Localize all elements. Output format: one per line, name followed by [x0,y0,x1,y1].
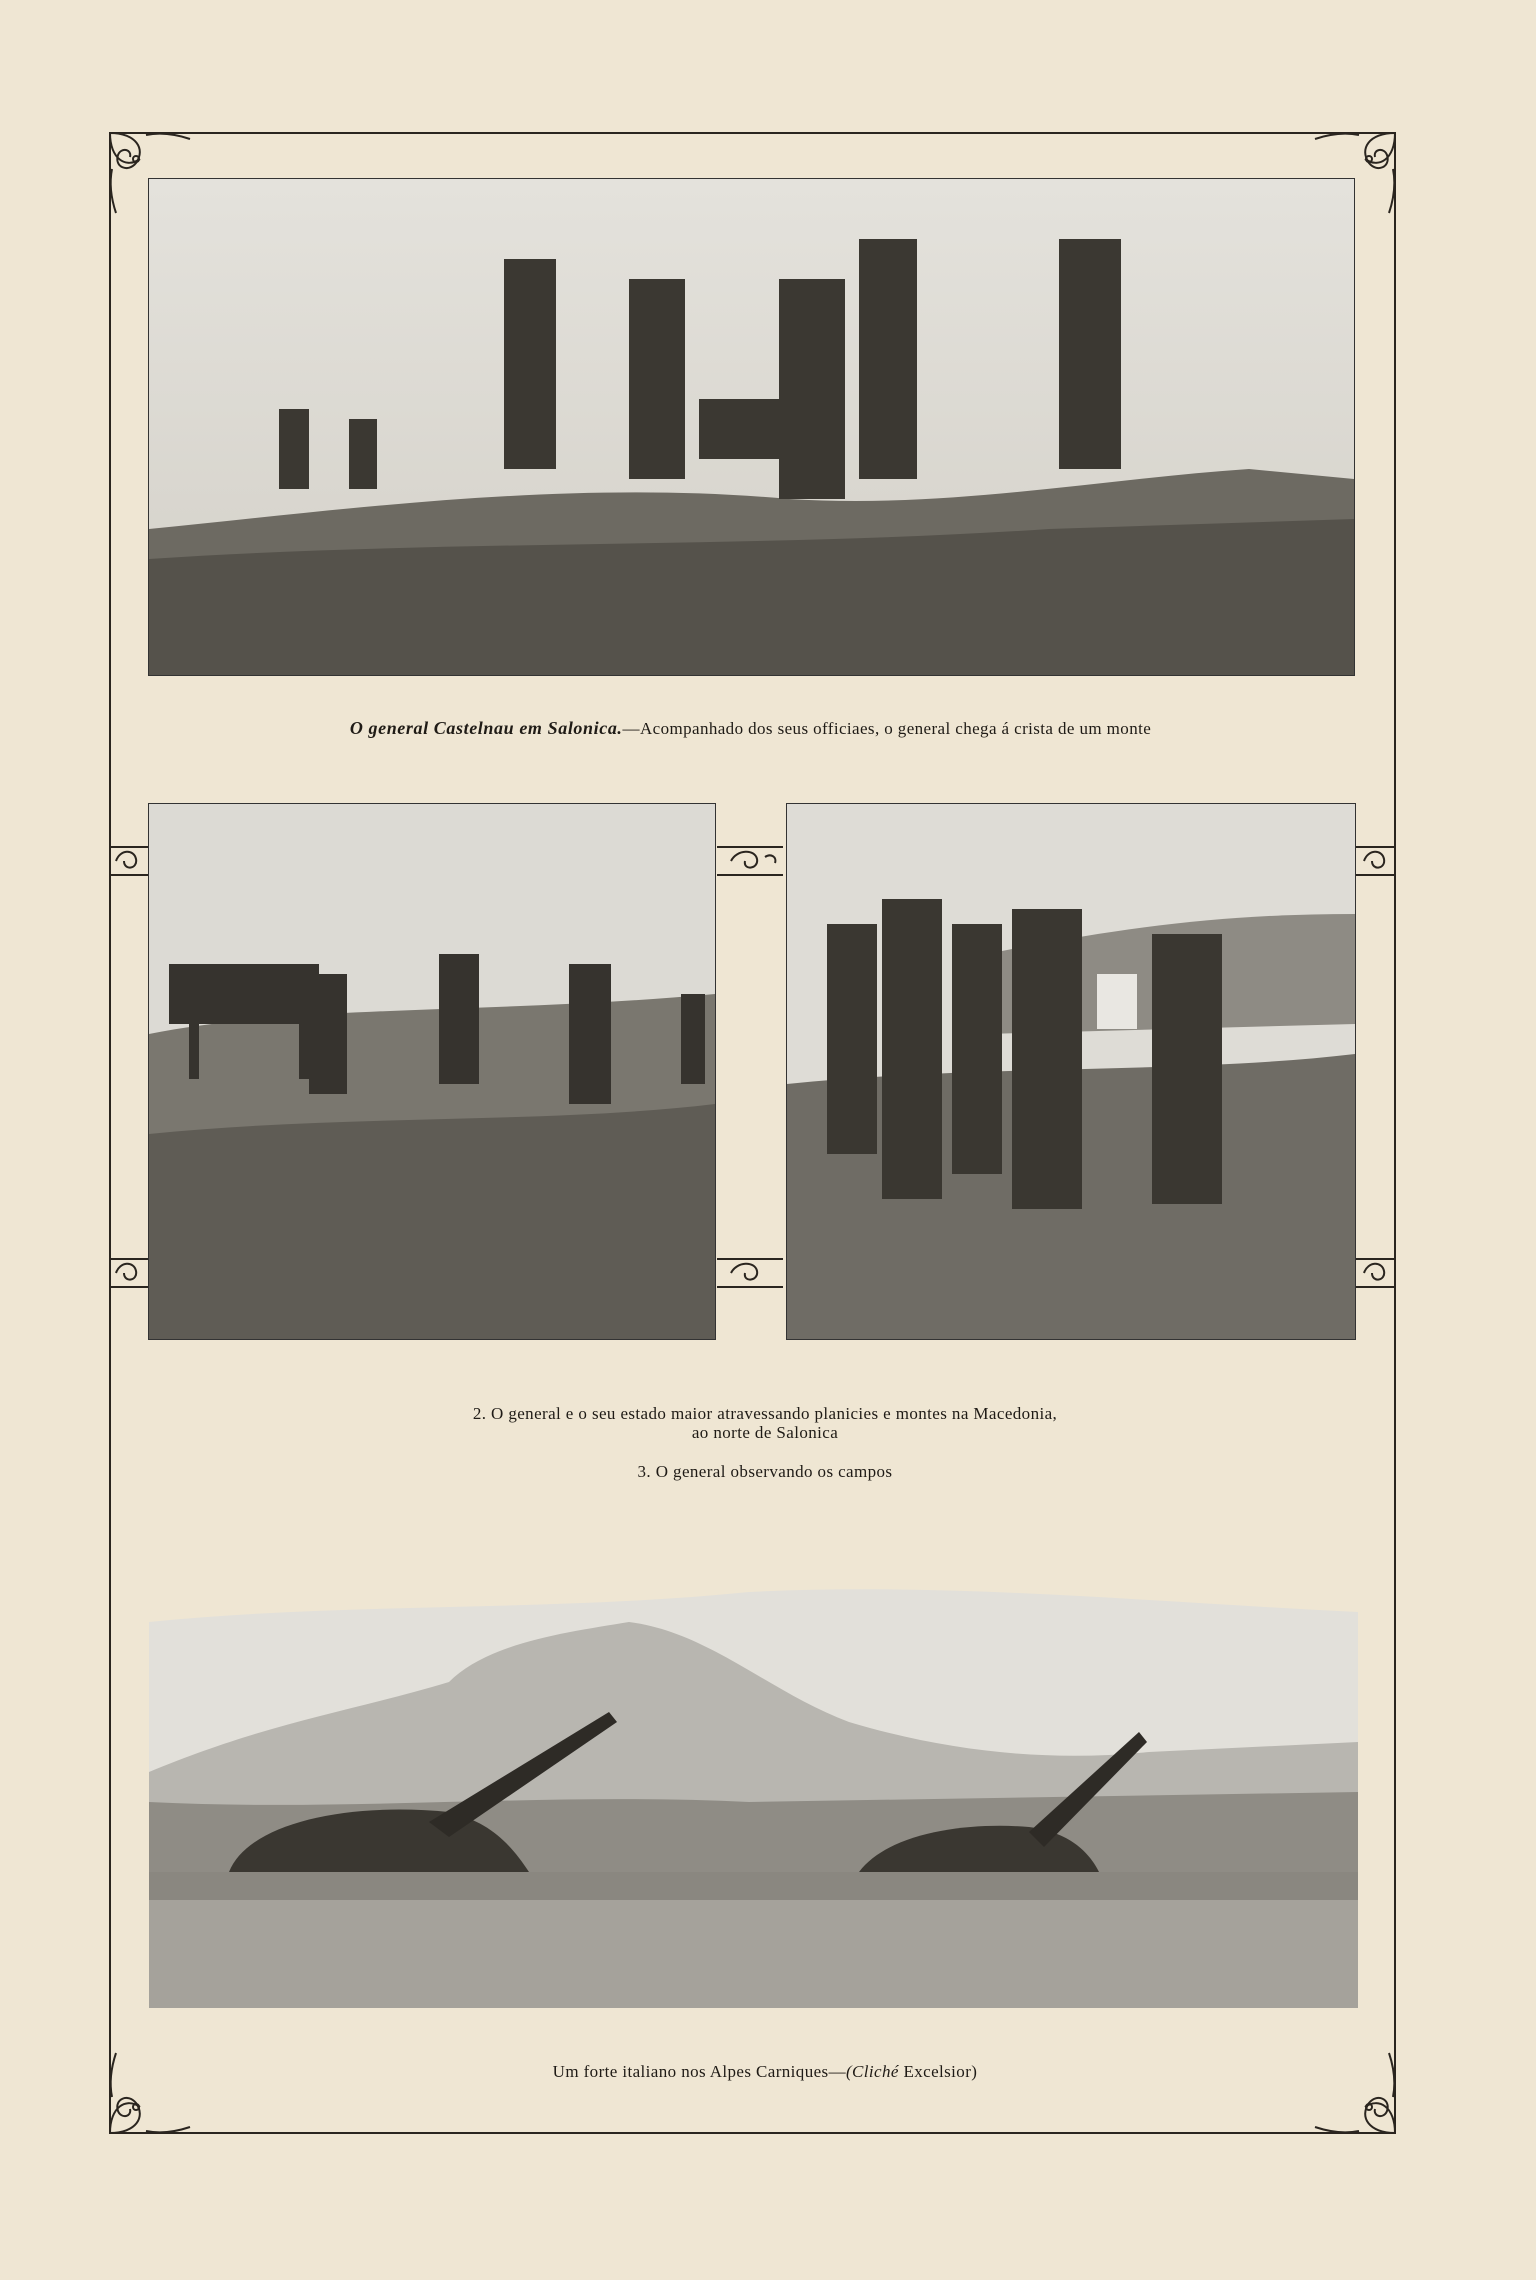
photo4-caption-text: Um forte italiano nos Alpes Carniques— [552,2062,846,2081]
photo1-caption-text: —Acompanhado dos seus officiaes, o general chega á crista de um monte [622,719,1152,738]
photo-general-observing-fields [786,803,1356,1340]
photo-staff-crossing-plains [148,803,716,1340]
photo1-caption [148,718,1353,739]
photo-italian-fort-alps [149,1572,1358,2008]
scroll-ornament-icon [108,843,152,879]
corner-ornament-icon [1309,2047,1399,2137]
corner-ornament-icon [106,2047,196,2137]
photo2-caption-line2: ao norte de Salonica [691,1423,839,1442]
photo3-caption: 3. O general observando os campos [637,1462,893,1481]
photo4-caption-credit: (Cliché [845,2062,899,2081]
scroll-ornament-icon [1354,1255,1398,1291]
scroll-ornament-icon [715,1255,785,1291]
scroll-ornament-icon [1354,843,1398,879]
photo4-caption [300,2062,1230,2082]
photo2-caption [300,1404,1230,1442]
scroll-ornament-icon [715,843,785,879]
photo4-caption-source: Excelsior) [898,2062,978,2081]
photo-general-on-hill [148,178,1355,676]
photo2-caption-line1: 2. O general e o seu estado maior atravessando planicies e montes na Macedonia, [472,1404,1058,1423]
photo1-caption-title: O general Castelnau em Salonica. [349,718,623,738]
scroll-ornament-icon [108,1255,152,1291]
